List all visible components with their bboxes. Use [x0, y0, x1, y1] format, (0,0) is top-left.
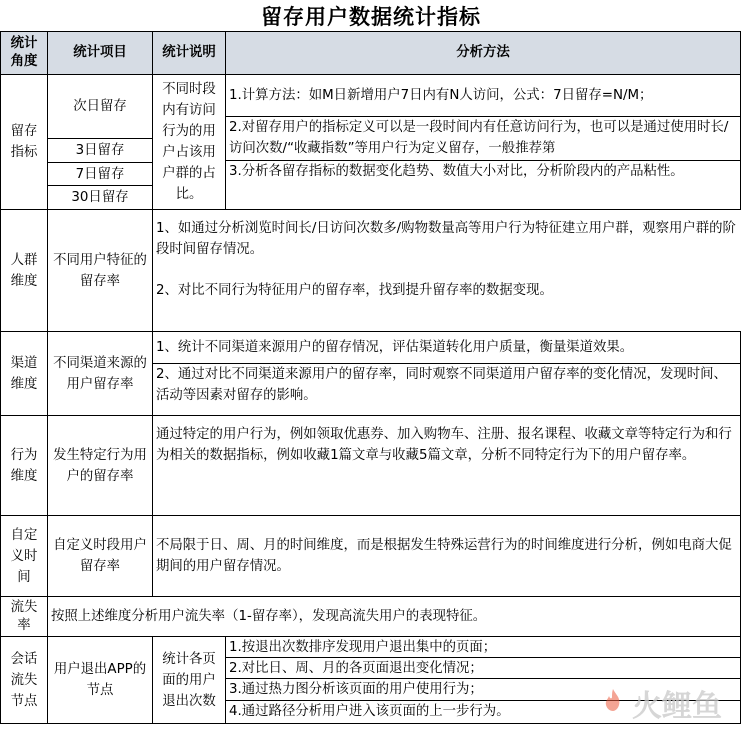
custom-method: 不局限于日、周、月的时间维度，而是根据发生特殊运营行为的时间维度进行分析，例如电商大促期间的用户留存情况。 — [153, 516, 741, 597]
behavior-angle: 行为维度 — [1, 416, 48, 516]
session-method-2: 2.对比日、周、月的各页面退出变化情况； — [226, 658, 740, 679]
crowd-methods-cell — [153, 210, 741, 332]
session-method-3: 3.通过热力图分析该页面的用户使用行为； — [226, 679, 740, 701]
channel-methods-cell — [153, 332, 741, 416]
session-method-1: 1.按退出次数排序发现用户退出集中的页面； — [226, 637, 740, 658]
session-description: 统计各页面的用户退出次数 — [153, 637, 226, 724]
table-title: 留存用户数据统计指标 — [261, 4, 481, 29]
watermark-text: 火鲤鱼 — [632, 689, 722, 724]
custom-item: 自定义时段用户留存率 — [48, 516, 153, 597]
session-angle: 会话流失节点 — [1, 637, 48, 724]
crowd-item: 不同用户特征的留存率 — [48, 210, 153, 332]
crowd-angle: 人群维度 — [1, 210, 48, 332]
item-day7: 7日留存 — [48, 163, 152, 186]
retention-method-3: 3.分析各留存指标的数据变化趋势、数值大小对比，分析阶段内的产品粘性。 — [229, 164, 684, 179]
header-angle: 统计角度 — [1, 32, 48, 75]
retention-method-2: 2.对留存用户的指标定义可以是一段时间内有任意访问行为，也可以是通过使用时长/访问次数/“收藏指数”等用户行为定义留存，一般推荐第 — [226, 117, 740, 161]
item-day3: 3日留存 — [48, 139, 152, 163]
table-row — [1, 75, 741, 210]
table-row — [1, 516, 741, 597]
channel-method-2: 2、通过对比不同渠道来源用户的留存率，同时观察不同渠道用户留存率的变化情况，发现时间、活动等因素对留存的影响。 — [156, 367, 727, 403]
retention-angle: 留存指标 — [1, 75, 48, 210]
header-method: 分析方法 — [226, 32, 741, 75]
custom-angle: 自定义时间 — [1, 516, 48, 597]
table-row — [1, 597, 741, 637]
crowd-method-1: 1、如通过分析浏览时间长/日访问次数多/购物数量高等用户行为特征建立用户群，观察用户群的阶段时间留存情况。 — [156, 221, 736, 257]
retention-metrics-table — [0, 31, 741, 724]
table-row — [1, 210, 741, 332]
crowd-method-2: 2、对比不同行为特征用户的留存率，找到提升留存率的数据变现。 — [156, 283, 553, 298]
header-row — [1, 32, 741, 75]
header-item: 统计项目 — [48, 32, 153, 75]
item-day30: 30日留存 — [71, 190, 129, 205]
retention-method-1: 1.计算方法：如M日新增用户7日内有N人访问，公式：7日留存=N/M； — [226, 75, 740, 117]
behavior-method: 通过特定的用户行为，例如领取优惠券、加入购物车、注册、报名课程、收藏文章等特定行为和行为相关的数据指标，例如收藏1篇文章与收藏5篇文章，分析不同特定行为下的用户留存率。 — [153, 416, 741, 516]
channel-method-1: 1、统计不同渠道来源用户的留存情况，评估渠道转化用户质量，衡量渠道效果。 — [153, 332, 740, 364]
retention-items-cell — [48, 75, 153, 210]
header-description: 统计说明 — [153, 32, 226, 75]
session-item: 用户退出APP的节点 — [48, 637, 153, 724]
table-row — [1, 416, 741, 516]
watermark-logo — [600, 681, 722, 725]
fire-icon — [600, 686, 626, 721]
behavior-item: 发生特定行为用户的留存率 — [48, 416, 153, 516]
retention-description: 不同时段内有访问行为的用户占该用户群的占比。 — [153, 75, 226, 210]
retention-methods-cell — [226, 75, 741, 210]
churn-angle: 流失率 — [1, 597, 48, 637]
table-row — [1, 332, 741, 416]
channel-angle: 渠道维度 — [1, 332, 48, 416]
session-method-4: 4.通过路径分析用户进入该页面的上一步行为。 — [229, 704, 510, 719]
churn-text: 按照上述维度分析用户流失率（1-留存率），发现高流失用户的表现特征。 — [48, 597, 741, 637]
item-day1: 次日留存 — [48, 75, 152, 139]
channel-item: 不同渠道来源的用户留存率 — [48, 332, 153, 416]
